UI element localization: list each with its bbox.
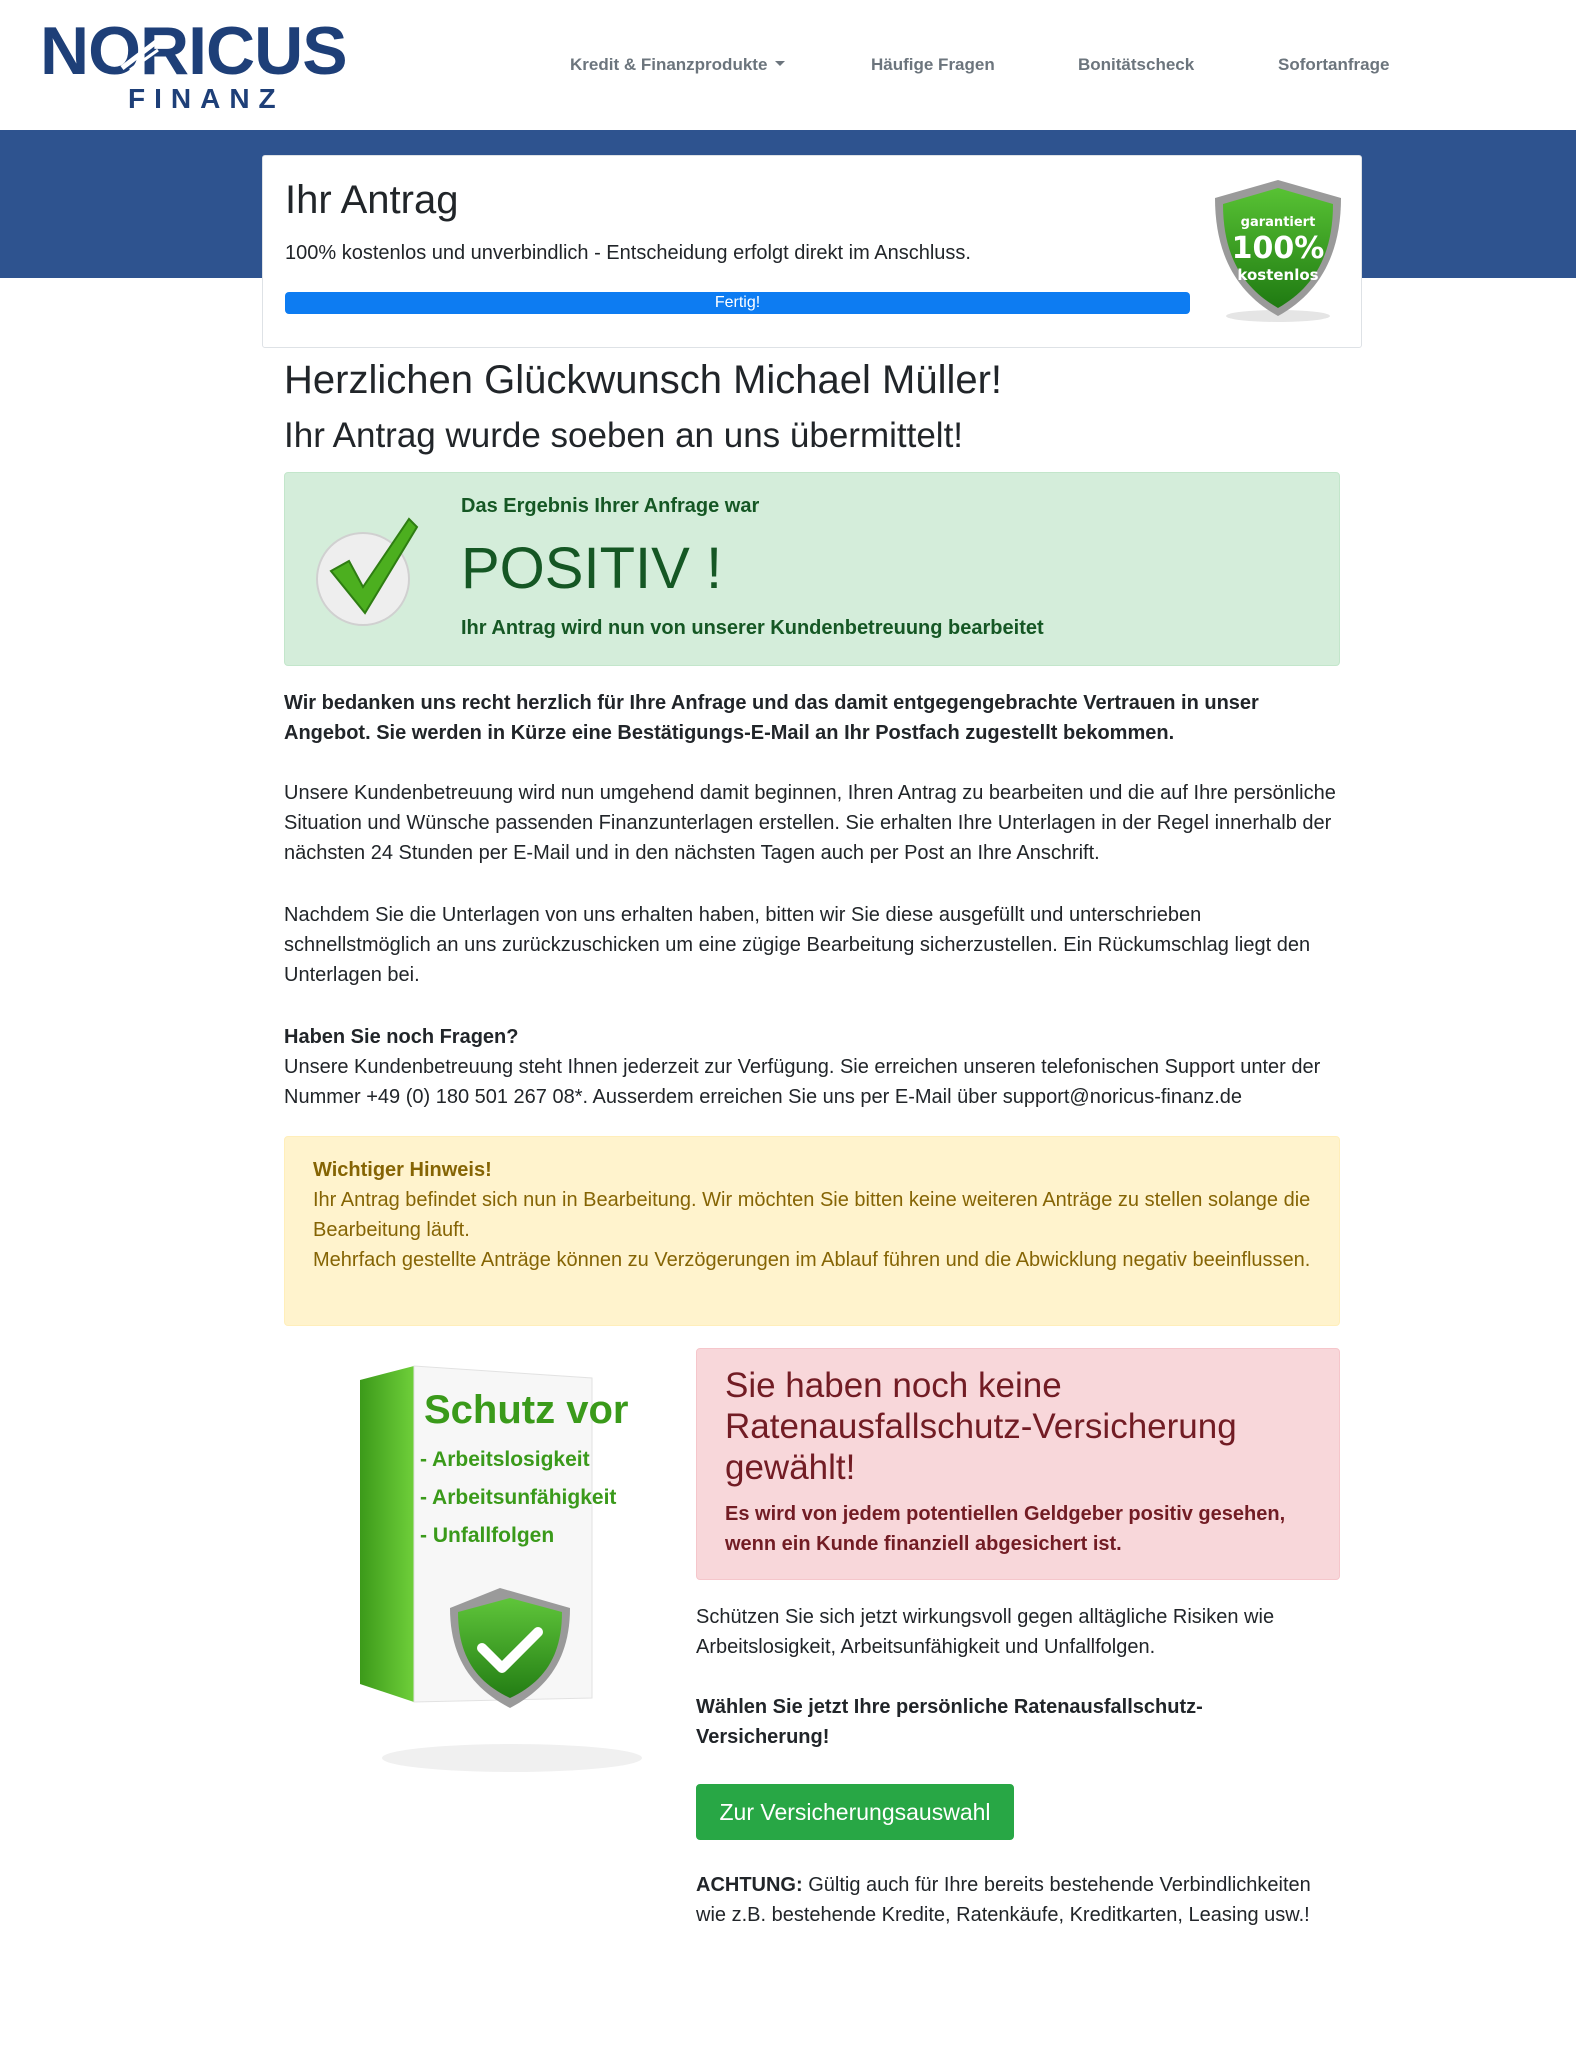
insurance-alert xyxy=(696,1348,1340,1580)
application-card xyxy=(262,155,1362,348)
questions-title: Haben Sie noch Fragen? xyxy=(284,1026,519,1048)
insurance-product-image xyxy=(352,1358,642,1778)
insurance-alert-title: Sie haben noch keine Ratenausfallschutz-Versicherung gewählt! xyxy=(725,1366,1237,1487)
return-paragraph: Nachdem Sie die Unterlagen von uns erhalten haben, bitten wir Sie diese ausgefüllt und unterschrieben schnellstmöglich an uns zurückzuschicken um eine zügige Bearbeitung sicherzustellen. Ein Rückumschlag liegt den Unterlagen bei. xyxy=(284,904,1311,986)
warning-alert xyxy=(284,1136,1340,1326)
badge-mid-text: 100% xyxy=(1231,231,1325,266)
nav-item-sofortanfrage[interactable]: Sofortanfrage xyxy=(1278,55,1390,74)
result-alert xyxy=(284,472,1340,666)
nav-links xyxy=(0,50,1576,80)
service-paragraph: Unsere Kundenbetreuung wird nun umgehend damit beginnen, Ihren Antrag zu bearbeiten und die auf Ihre persönliche Situation und Wünsche passenden Finanzunterlagen erstellen. Sie erhalten Ihre Unterlagen in der Regel innerhalb der nächsten 24 Stunden per E-Mail und in den nächsten Tagen auch per Post an Ihre Anschrift. xyxy=(284,782,1336,864)
warning-line-1: Ihr Antrag befindet sich nun in Bearbeitung. Wir möchten Sie bitten keine weiteren Anträge zu stellen solange die Bearbeitung läuft. xyxy=(313,1189,1311,1241)
nav-item-label: Kredit & Finanzprodukte xyxy=(570,55,768,74)
insurance-selection-button[interactable]: Zur Versicherungsauswahl xyxy=(696,1784,1014,1840)
result-label: Das Ergebnis Ihrer Anfrage war xyxy=(461,495,760,517)
card-subtitle: 100% kostenlos und unverbindlich - Entscheidung erfolgt direkt im Anschluss. xyxy=(285,242,971,264)
product-heading: Schutz vor xyxy=(424,1388,629,1432)
caret-down-icon xyxy=(775,61,785,66)
badge-top-text: garantiert xyxy=(1240,215,1316,230)
choose-paragraph: Wählen Sie jetzt Ihre persönliche Ratenausfallschutz-Versicherung! xyxy=(696,1696,1203,1748)
thanks-paragraph: Wir bedanken uns recht herzlich für Ihre Anfrage und das damit entgegengebrachte Vertrauen in unser Angebot. Sie werden in Kürze eine Bestätigungs-E-Mail an Ihr Postfach zugestellt bekommen. xyxy=(284,692,1259,744)
warning-title: Wichtiger Hinweis! xyxy=(313,1159,492,1181)
progress-bar xyxy=(285,292,1190,314)
attention-label: ACHTUNG: xyxy=(696,1874,803,1896)
nav-item-kredit[interactable] xyxy=(570,50,785,80)
product-item-2: - Arbeitsunfähigkeit xyxy=(420,1486,617,1509)
logo-subtitle: FINANZ xyxy=(128,83,285,114)
navbar xyxy=(0,0,1576,130)
insurance-alert-text: Es wird von jedem potentiellen Geldgeber positiv gesehen, wenn ein Kunde finanziell abgesichert ist. xyxy=(725,1503,1286,1555)
attention-text: Gültig auch für Ihre bereits bestehende Verbindlichkeiten wie z.B. bestehende Kredite, Ratenkäufe, Kreditkarten, Leasing usw.! xyxy=(696,1874,1311,1926)
guarantee-shield-icon xyxy=(1203,176,1353,326)
attention-paragraph xyxy=(696,1870,1340,1930)
product-item-1: - Arbeitslosigkeit xyxy=(420,1448,590,1471)
card-title: Ihr Antrag xyxy=(285,178,459,222)
checkmark-icon xyxy=(313,509,423,629)
nav-item-faq[interactable]: Häufige Fragen xyxy=(871,55,995,74)
warning-line-2: Mehrfach gestellte Anträge können zu Verzögerungen im Ablauf führen und die Abwicklung negativ beeinflussen. xyxy=(313,1249,1311,1271)
badge-bottom-text: kostenlos xyxy=(1237,266,1319,284)
result-value: POSITIV ! xyxy=(461,536,723,601)
product-item-3: - Unfallfolgen xyxy=(420,1524,555,1547)
questions-text: Unsere Kundenbetreuung steht Ihnen jederzeit zur Verfügung. Sie erreichen unseren telefonischen Support unter der Nummer +49 (0) 180 501 267 08*. Ausserdem erreichen Sie uns per E-Mail über support@noricus-finanz.de xyxy=(284,1056,1321,1108)
protect-paragraph: Schützen Sie sich jetzt wirkungsvoll gegen alltägliche Risiken wie Arbeitslosigkeit, Arbeitsunfähigkeit und Unfallfolgen. xyxy=(696,1606,1275,1658)
progress-fill: Fertig! xyxy=(285,292,1190,314)
result-note: Ihr Antrag wird nun von unserer Kundenbetreuung bearbeitet xyxy=(461,617,1044,639)
logo-wordmark: NORICUS xyxy=(40,13,347,89)
congrats-heading: Herzlichen Glückwunsch Michael Müller! xyxy=(284,358,1003,402)
nav-item-bonitaetscheck[interactable]: Bonitätscheck xyxy=(1078,55,1195,74)
sent-heading: Ihr Antrag wurde soeben an uns übermittelt! xyxy=(284,416,964,455)
